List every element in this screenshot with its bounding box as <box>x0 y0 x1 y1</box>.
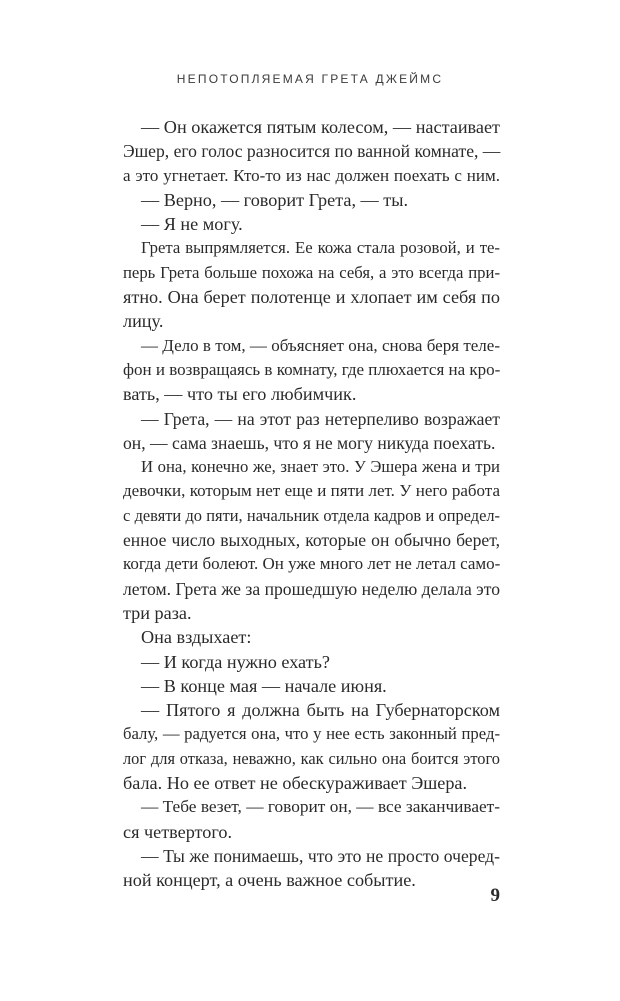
text-line: ной концерт, а очень важное событие. <box>123 870 416 891</box>
text-line: — Ты же понимаешь, что это не просто очеред- <box>141 845 500 866</box>
text-line: — Верно, — говорит Грета, — ты. <box>141 189 408 210</box>
text-line: — Тебе везет, — говорит он, — все заканчивает- <box>141 797 500 817</box>
text-line: — В конце мая — начале июня. <box>141 675 387 696</box>
text-line: лог для отказа, неважно, как сильно она боится этого <box>123 748 500 768</box>
text-line: — Пятого я должна быть на Губернаторском <box>141 700 500 721</box>
text-line: фон и возвращаясь в комнату, где плюхается на кро- <box>123 359 501 379</box>
text-line: девочки, которым нет еще и пяти лет. У него работа <box>123 481 500 501</box>
text-line: — Грета, — на этот раз нетерпеливо возражает <box>141 408 500 429</box>
text-line: три раза. <box>123 602 192 623</box>
text-line: — Я не могу. <box>141 214 243 235</box>
page-number: 9 <box>490 885 500 906</box>
text-line: с девяти до пяти, начальник отдела кадров и определ- <box>123 505 500 525</box>
body-text <box>123 115 500 893</box>
text-line: бала. Но ее ответ не обескураживает Эшера. <box>123 773 468 794</box>
text-line: ся четвертого. <box>123 821 233 842</box>
text-line: Эшер, его голос разносится по ванной комнате, — <box>123 141 501 162</box>
running-head: НЕПОТОПЛЯЕМАЯ ГРЕТА ДЖЕЙМС <box>176 72 444 86</box>
text-line: И она, конечно же, знает это. У Эшера жена и три <box>141 457 500 477</box>
text-line: летом. Грета же за прошедшую неделю делала это <box>123 578 500 599</box>
text-line: енное число выходных, которые он обычно берет, <box>123 530 500 551</box>
text-line: — И когда нужно ехать? <box>141 651 330 672</box>
text-line: — Он окажется пятым колесом, — настаивает <box>141 117 500 137</box>
text-line: а это угнетает. Кто-то из нас должен поехать с ним. <box>123 165 500 185</box>
text-line: вать, — что ты его любимчик. <box>123 384 357 405</box>
text-line: Грета выпрямляется. Ее кожа стала розовой, и те- <box>141 238 500 258</box>
text-line: он, — сама знаешь, что я не могу никуда поехать. <box>123 432 496 453</box>
text-line: перь Грета больше похожа на себя, а это всегда при- <box>123 262 500 282</box>
text-line: Она вздыхает: <box>141 627 252 648</box>
text-line: балу, — радуется она, что у нее есть законный пред- <box>123 724 500 744</box>
text-line: лицу. <box>123 311 164 332</box>
text-line: ятно. Она берет полотенце и хлопает им себя по <box>123 287 500 308</box>
text-line: — Дело в том, — объясняет она, снова беря теле- <box>141 335 500 355</box>
text-line: когда дети болеют. Он уже много лет не летал само- <box>123 554 501 574</box>
